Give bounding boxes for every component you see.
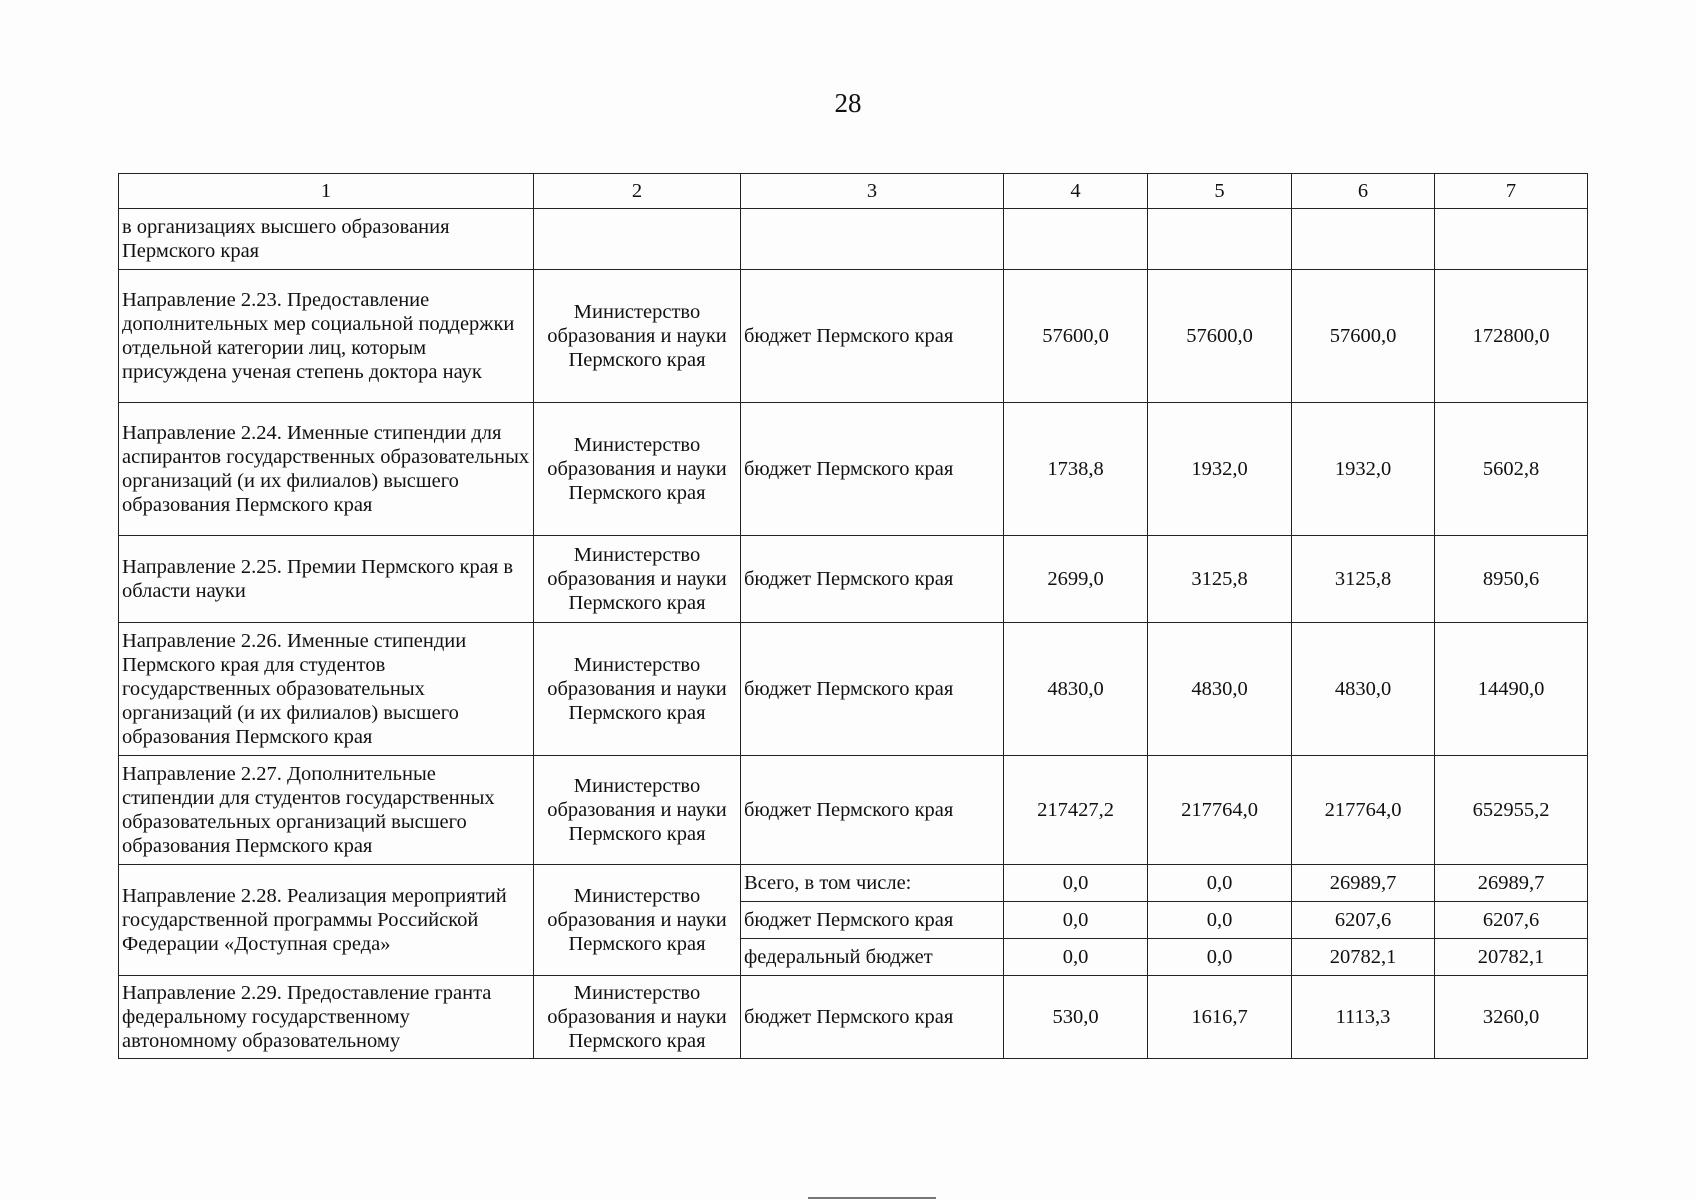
direction-cell: Направление 2.28. Реализация мероприятий государственной программы Российской Федерации «Доступная среда» <box>119 865 534 976</box>
value-cell-7: 14490,0 <box>1435 623 1588 756</box>
value-cell-6: 217764,0 <box>1292 756 1435 865</box>
value-cell-5: 1932,0 <box>1148 403 1292 536</box>
value-cell-4: 57600,0 <box>1004 270 1148 403</box>
column-header: 1 <box>119 174 534 209</box>
value-cell-6: 3125,8 <box>1292 536 1435 623</box>
column-header: 5 <box>1148 174 1292 209</box>
executor-cell: Министерство образования и науки Пермского края <box>534 403 741 536</box>
source-cell: Всего, в том числе: <box>741 865 1004 902</box>
value-cell-7 <box>1435 209 1588 270</box>
executor-cell: Министерство образования и науки Пермского края <box>534 270 741 403</box>
direction-cell: Направление 2.24. Именные стипендии для аспирантов государственных образовательных организаций (и их филиалов) высшего образования Пермского края <box>119 403 534 536</box>
source-cell: бюджет Пермского края <box>741 536 1004 623</box>
page-number: 28 <box>834 88 862 118</box>
value-cell-6 <box>1292 209 1435 270</box>
executor-cell: Министерство образования и науки Пермского края <box>534 623 741 756</box>
budget-table <box>118 173 1588 1059</box>
value-cell-4: 0,0 <box>1004 865 1148 902</box>
value-cell-5: 0,0 <box>1148 939 1292 976</box>
value-cell-7: 172800,0 <box>1435 270 1588 403</box>
table-row <box>119 623 1588 756</box>
direction-cell: Направление 2.23. Предоставление дополнительных мер социальной поддержки отдельной категории лиц, которым присуждена ученая степень доктора наук <box>119 270 534 403</box>
value-cell-6: 1113,3 <box>1292 976 1435 1059</box>
value-cell-4: 4830,0 <box>1004 623 1148 756</box>
value-cell-5: 1616,7 <box>1148 976 1292 1059</box>
column-header: 2 <box>534 174 741 209</box>
value-cell-4: 1738,8 <box>1004 403 1148 536</box>
table-row <box>119 756 1588 865</box>
value-cell-6: 6207,6 <box>1292 902 1435 939</box>
value-cell-4 <box>1004 209 1148 270</box>
value-cell-4: 0,0 <box>1004 902 1148 939</box>
value-cell-4: 0,0 <box>1004 939 1148 976</box>
table-row <box>119 865 1588 902</box>
executor-cell: Министерство образования и науки Пермского края <box>534 756 741 865</box>
value-cell-7: 5602,8 <box>1435 403 1588 536</box>
column-header: 6 <box>1292 174 1435 209</box>
value-cell-4: 530,0 <box>1004 976 1148 1059</box>
source-cell: бюджет Пермского края <box>741 902 1004 939</box>
source-cell: бюджет Пермского края <box>741 976 1004 1059</box>
value-cell-7: 26989,7 <box>1435 865 1588 902</box>
value-cell-5: 4830,0 <box>1148 623 1292 756</box>
value-cell-7: 3260,0 <box>1435 976 1588 1059</box>
value-cell-6: 1932,0 <box>1292 403 1435 536</box>
value-cell-7: 8950,6 <box>1435 536 1588 623</box>
column-header: 7 <box>1435 174 1588 209</box>
executor-cell: Министерство образования и науки Пермского края <box>534 976 741 1059</box>
source-cell: бюджет Пермского края <box>741 403 1004 536</box>
direction-cell: Направление 2.26. Именные стипендии Пермского края для студентов государственных образовательных организаций (и их филиалов) высшего образования Пермского края <box>119 623 534 756</box>
direction-cell: в организациях высшего образования Пермского края <box>119 209 534 270</box>
source-cell: бюджет Пермского края <box>741 623 1004 756</box>
executor-cell: Министерство образования и науки Пермского края <box>534 536 741 623</box>
value-cell-4: 2699,0 <box>1004 536 1148 623</box>
value-cell-5: 57600,0 <box>1148 270 1292 403</box>
value-cell-7: 652955,2 <box>1435 756 1588 865</box>
page-bottom-rule <box>808 1197 936 1199</box>
direction-cell: Направление 2.29. Предоставление гранта федеральному государственному автономному образовательному <box>119 976 534 1059</box>
direction-cell: Направление 2.27. Дополнительные стипендии для студентов государственных образовательных организаций высшего образования Пермского края <box>119 756 534 865</box>
value-cell-4: 217427,2 <box>1004 756 1148 865</box>
value-cell-5 <box>1148 209 1292 270</box>
direction-cell: Направление 2.25. Премии Пермского края в области науки <box>119 536 534 623</box>
executor-cell <box>534 209 741 270</box>
column-header: 4 <box>1004 174 1148 209</box>
source-cell: федеральный бюджет <box>741 939 1004 976</box>
table-row <box>119 403 1588 536</box>
table-row <box>119 976 1588 1059</box>
table-row <box>119 209 1588 270</box>
executor-cell: Министерство образования и науки Пермского края <box>534 865 741 976</box>
value-cell-6: 4830,0 <box>1292 623 1435 756</box>
value-cell-5: 3125,8 <box>1148 536 1292 623</box>
value-cell-6: 20782,1 <box>1292 939 1435 976</box>
value-cell-5: 0,0 <box>1148 865 1292 902</box>
table-row <box>119 270 1588 403</box>
value-cell-5: 217764,0 <box>1148 756 1292 865</box>
column-header: 3 <box>741 174 1004 209</box>
source-cell <box>741 209 1004 270</box>
header-row <box>119 174 1588 209</box>
table-row <box>119 536 1588 623</box>
source-cell: бюджет Пермского края <box>741 270 1004 403</box>
value-cell-6: 57600,0 <box>1292 270 1435 403</box>
value-cell-5: 0,0 <box>1148 902 1292 939</box>
value-cell-7: 6207,6 <box>1435 902 1588 939</box>
source-cell: бюджет Пермского края <box>741 756 1004 865</box>
value-cell-7: 20782,1 <box>1435 939 1588 976</box>
value-cell-6: 26989,7 <box>1292 865 1435 902</box>
